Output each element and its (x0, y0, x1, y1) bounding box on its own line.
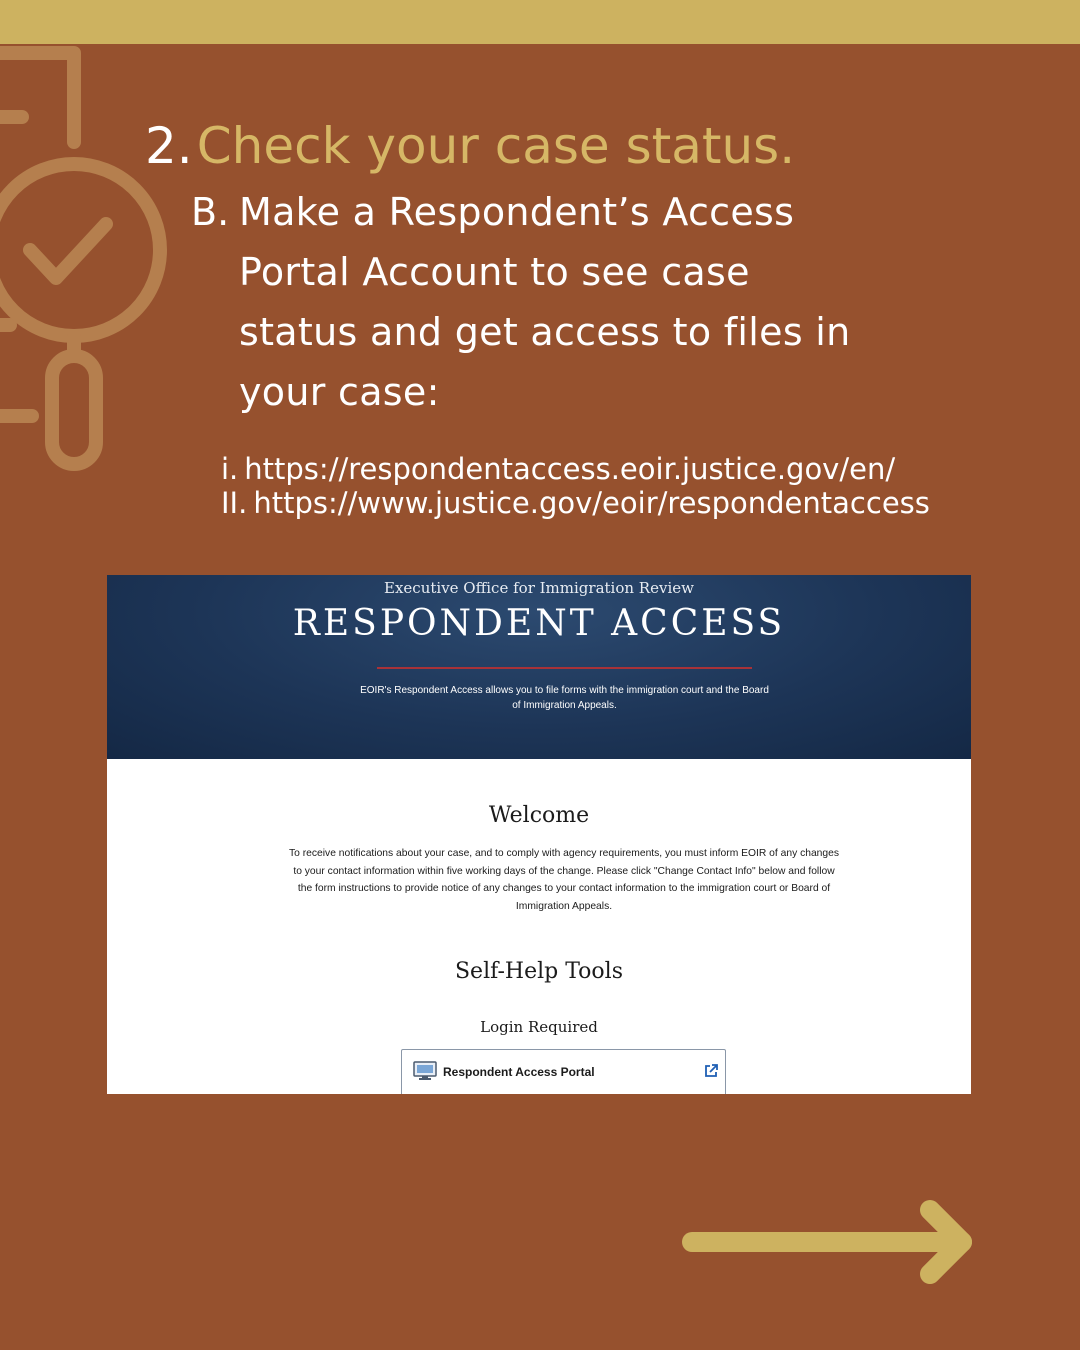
link-number: II. (221, 486, 248, 520)
link-url[interactable]: https://respondentaccess.eoir.justice.gov/en/ (244, 452, 896, 486)
website-screenshot (107, 575, 971, 1094)
site-title: RESPONDENT ACCESS (292, 603, 786, 644)
computer-monitor-icon (413, 1061, 437, 1081)
welcome-heading: Welcome (488, 803, 590, 828)
header-description: EOIR's Respondent Access allows you to file forms with the immigration court and the Board of Immigration Appeals. (360, 685, 769, 711)
magnifier-check-icon (0, 44, 190, 484)
link-url[interactable]: https://www.justice.gov/eoir/respondentaccess (253, 486, 930, 520)
substep-letter: B. (191, 190, 230, 234)
link-item[interactable] (221, 452, 930, 486)
step-title: Check your case status. (196, 117, 796, 175)
respondent-access-portal-button[interactable] (401, 1049, 726, 1094)
header-divider (377, 667, 752, 669)
login-required-label: Login Required (480, 1018, 598, 1036)
self-help-heading: Self-Help Tools (454, 959, 624, 984)
agency-name: Executive Office for Immigration Review (384, 579, 694, 597)
link-list (221, 452, 930, 520)
substep-text: Make a Respondent’s Access Portal Account to see case status and get access to files in your case: (239, 190, 851, 414)
welcome-text: To receive notifications about your case, and to comply with agency requirements, you must inform EOIR of any changes to your contact information within five working days of the change. Please click "Change Contact Info" below and follow the form instructions to provide notice of any changes to your contact information to the immigration court or Board of Immigration Appeals. (289, 848, 840, 912)
right-arrow-icon[interactable] (680, 1200, 980, 1290)
link-number: i. (221, 452, 239, 486)
link-item[interactable] (221, 486, 930, 520)
step-heading (145, 116, 795, 176)
portal-button-label: Respondent Access Portal (443, 1065, 595, 1079)
step-number: 2. (145, 117, 193, 175)
top-accent-bar (0, 0, 1080, 44)
external-link-icon (703, 1063, 719, 1079)
site-header (107, 575, 971, 759)
